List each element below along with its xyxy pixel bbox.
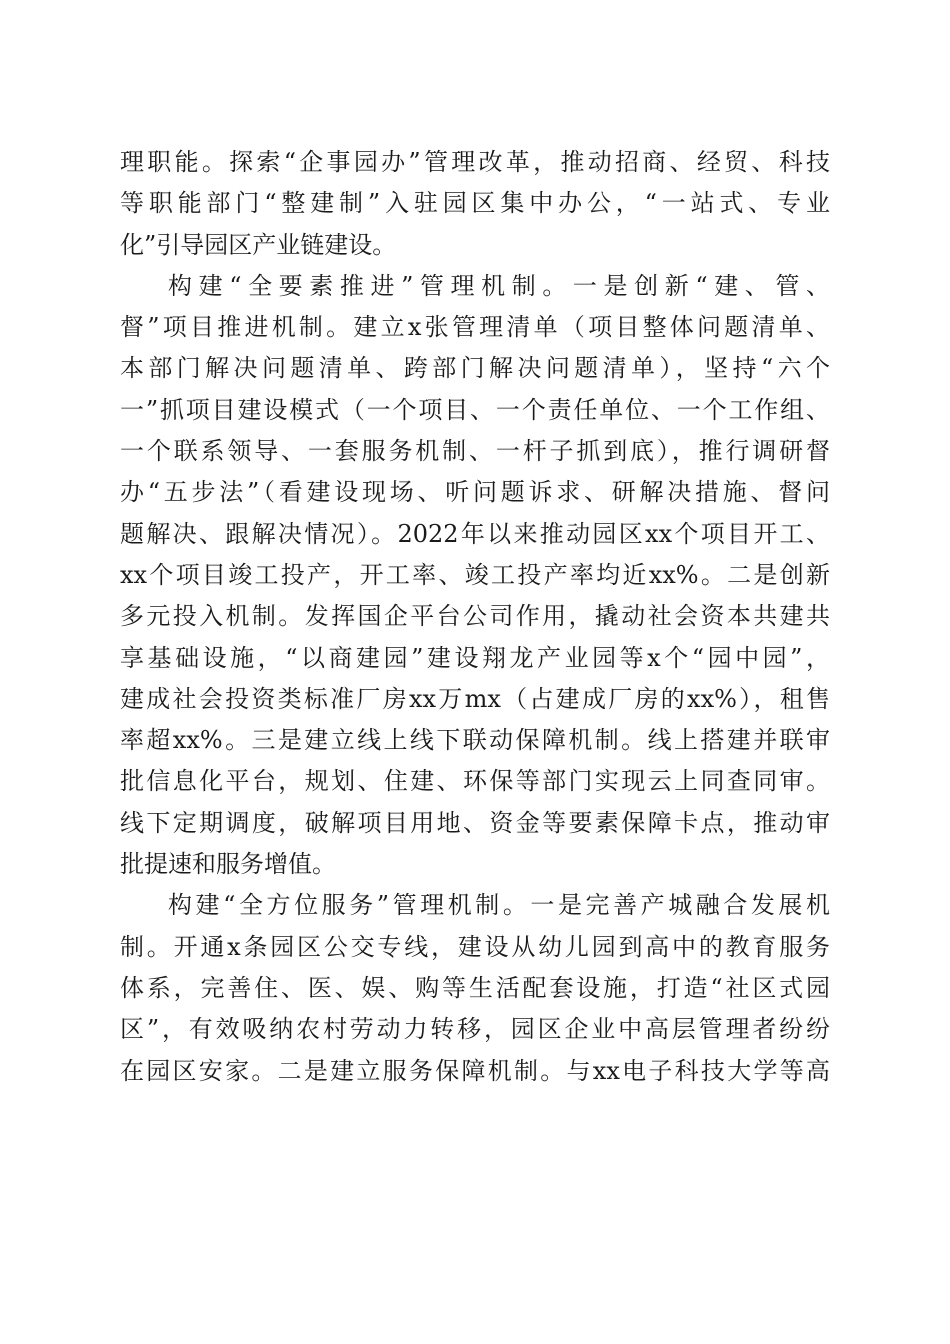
text-line: 等职能部门“整建制”入驻园区集中办公，“一站式、专业 — [120, 189, 830, 218]
text-line: 线下定期调度，破解项目用地、资金等要素保障卡点，推动审 — [120, 808, 830, 837]
text-line: 体系，完善住、医、娱、购等生活配套设施，打造“社区式园 — [120, 973, 830, 1002]
text-line: 一”抓项目建设模式（一个项目、一个责任单位、一个工作组、 — [120, 395, 830, 424]
text-line: 区”，有效吸纳农村劳动力转移，园区企业中高层管理者纷纷 — [120, 1015, 830, 1044]
text-line: 督”项目推进机制。建立x张管理清单（项目整体问题清单、 — [120, 313, 830, 342]
paragraph-start-line: 构建“全方位服务”管理机制。一是完善产城融合发展机 — [168, 891, 830, 920]
text-line: 多元投入机制。发挥国企平台公司作用，撬动社会资本共建共 — [120, 602, 830, 631]
text-line: 化”引导园区产业链建设。 — [120, 230, 397, 259]
paragraph-start-line: 构建“全要素推进”管理机制。一是创新“建、管、 — [168, 271, 830, 300]
text-line: 本部门解决问题清单、跨部门解决问题清单），坚持“六个 — [120, 354, 830, 383]
text-line: 批提速和服务增值。 — [120, 850, 336, 879]
text-line: 办“五步法”（看建设现场、听问题诉求、研解决措施、督问 — [120, 478, 830, 507]
text-line: 题解决、跟解决情况）。2022年以来推动园区xx个项目开工、 — [120, 519, 830, 548]
text-line: 批信息化平台，规划、住建、环保等部门实现云上同查同审。 — [120, 767, 830, 796]
text-line: 在园区安家。二是建立服务保障机制。与xx电子科技大学等高 — [120, 1056, 830, 1085]
document-body — [120, 142, 830, 1092]
text-line: 一个联系领导、一套服务机制、一杆子抓到底），推行调研督 — [120, 437, 830, 466]
text-line: 制。开通x条园区公交专线，建设从幼儿园到高中的教育服务 — [120, 932, 830, 961]
text-line: 享基础设施，“以商建园”建设翔龙产业园等x个“园中园”， — [120, 643, 830, 672]
text-line: 理职能。探索“企事园办”管理改革，推动招商、经贸、科技 — [120, 148, 830, 176]
text-line: xx个项目竣工投产，开工率、竣工投产率均近xx%。二是创新 — [120, 560, 830, 589]
text-line: 率超xx%。三是建立线上线下联动保障机制。线上搭建并联审 — [120, 726, 830, 755]
text-line: 建成社会投资类标准厂房xx万mx（占建成厂房的xx%），租售 — [120, 684, 830, 713]
